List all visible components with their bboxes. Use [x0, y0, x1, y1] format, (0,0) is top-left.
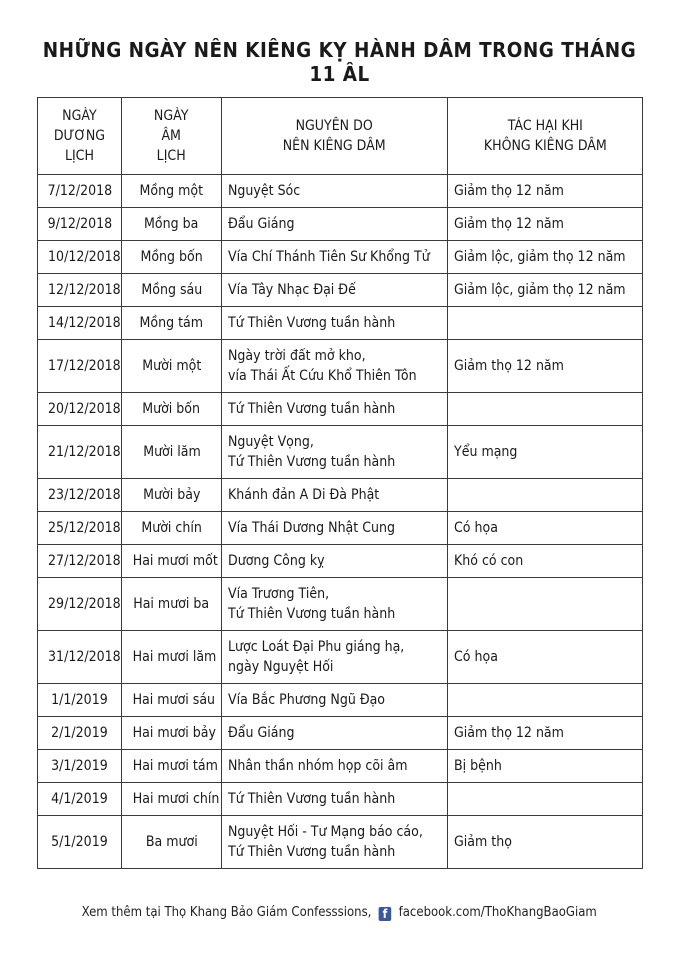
reason-cell: Nhân thần nhóm họp cõi âm [222, 750, 448, 783]
lunar-date-cell: Hai mươi tám [122, 750, 222, 783]
harm-cell [448, 783, 643, 816]
reason-cell: Đẩu Giáng [222, 208, 448, 241]
header-reason: NGUYÊN DO NÊN KIÊNG DÂM [222, 98, 448, 175]
lunar-date-cell: Mồng ba [122, 208, 222, 241]
harm-cell: Giảm thọ 12 năm [448, 208, 643, 241]
solar-date-cell: 9/12/2018 [38, 208, 122, 241]
reason-cell: Tứ Thiên Vương tuần hành [222, 393, 448, 426]
harm-cell: Giảm thọ [448, 816, 643, 869]
lunar-date-cell: Hai mươi mốt [122, 545, 222, 578]
reason-cell: Nguyệt Vọng, Tứ Thiên Vương tuần hành [222, 426, 448, 479]
solar-date-cell: 1/1/2019 [38, 684, 122, 717]
harm-cell: Có họa [448, 631, 643, 684]
lunar-date-cell: Mười chín [122, 512, 222, 545]
lunar-date-cell: Ba mươi [122, 816, 222, 869]
lunar-date-cell: Mười một [122, 340, 222, 393]
lunar-date-cell: Hai mươi lăm [122, 631, 222, 684]
harm-cell: Giảm thọ 12 năm [448, 340, 643, 393]
lunar-date-cell: Hai mươi ba [122, 578, 222, 631]
header-lunar-date: NGÀY ÂM LỊCH [122, 98, 222, 175]
solar-date-cell: 14/12/2018 [38, 307, 122, 340]
harm-cell: Có họa [448, 512, 643, 545]
lunar-date-cell: Mười bốn [122, 393, 222, 426]
lunar-date-cell: Mồng bốn [122, 241, 222, 274]
harm-cell: Giảm thọ 12 năm [448, 717, 643, 750]
solar-date-cell: 25/12/2018 [38, 512, 122, 545]
table-row [38, 578, 643, 631]
reason-cell: Vía Trương Tiên, Tứ Thiên Vương tuần hành [222, 578, 448, 631]
harm-cell [448, 393, 643, 426]
lunar-date-cell: Mồng tám [122, 307, 222, 340]
solar-date-cell: 2/1/2019 [38, 717, 122, 750]
reason-cell: Nguyệt Sóc [222, 175, 448, 208]
reason-cell: Dương Công kỵ [222, 545, 448, 578]
harm-cell [448, 578, 643, 631]
harm-cell: Giảm lộc, giảm thọ 12 năm [448, 274, 643, 307]
harm-cell [448, 479, 643, 512]
header-harm: TÁC HẠI KHI KHÔNG KIÊNG DÂM [448, 98, 643, 175]
lunar-date-cell: Hai mươi bảy [122, 717, 222, 750]
harm-cell: Yểu mạng [448, 426, 643, 479]
table-row [38, 393, 643, 426]
reason-cell: Lược Loát Đại Phu giáng hạ, ngày Nguyệt Hối [222, 631, 448, 684]
solar-date-cell: 27/12/2018 [38, 545, 122, 578]
reason-cell: Vía Bắc Phương Ngũ Đạo [222, 684, 448, 717]
reason-cell: Tứ Thiên Vương tuần hành [222, 307, 448, 340]
lunar-date-cell: Hai mươi chín [122, 783, 222, 816]
reason-cell: Vía Chí Thánh Tiên Sư Khổng Tử [222, 241, 448, 274]
harm-cell: Khó có con [448, 545, 643, 578]
table-row [38, 631, 643, 684]
table-row [38, 545, 643, 578]
lunar-date-cell: Mười lăm [122, 426, 222, 479]
solar-date-cell: 5/1/2019 [38, 816, 122, 869]
reason-cell: Tứ Thiên Vương tuần hành [222, 783, 448, 816]
table-row [38, 241, 643, 274]
lunar-date-cell: Mồng sáu [122, 274, 222, 307]
reason-cell: Khánh đản A Di Đà Phật [222, 479, 448, 512]
harm-cell: Giảm thọ 12 năm [448, 175, 643, 208]
solar-date-cell: 3/1/2019 [38, 750, 122, 783]
reason-cell: Vía Tây Nhạc Đại Đế [222, 274, 448, 307]
reason-cell: Ngày trời đất mở kho, vía Thái Ất Cứu Khổ Thiên Tôn [222, 340, 448, 393]
table-row [38, 816, 643, 869]
harm-cell: Giảm lộc, giảm thọ 12 năm [448, 241, 643, 274]
reason-cell: Nguyệt Hối - Tư Mạng báo cáo, Tứ Thiên Vương tuần hành [222, 816, 448, 869]
table-row [38, 340, 643, 393]
table-row [38, 783, 643, 816]
header-row [38, 98, 643, 175]
harm-cell [448, 684, 643, 717]
table-row [38, 307, 643, 340]
table-row [38, 426, 643, 479]
solar-date-cell: 7/12/2018 [38, 175, 122, 208]
solar-date-cell: 12/12/2018 [38, 274, 122, 307]
header-solar-date: NGÀY DƯƠNG LỊCH [38, 98, 122, 175]
table-row [38, 512, 643, 545]
solar-date-cell: 21/12/2018 [38, 426, 122, 479]
footer-text: Xem thêm tại Thọ Khang Bảo Giám Confesssions, [81, 905, 372, 920]
page-title: NHỮNG NGÀY NÊN KIÊNG KỴ HÀNH DÂM TRONG THÁNG 11 ÂL [42, 38, 637, 86]
lunar-date-cell: Hai mươi sáu [122, 684, 222, 717]
reason-cell: Vía Thái Dương Nhật Cung [222, 512, 448, 545]
footer [0, 905, 679, 921]
reason-cell: Đẩu Giáng [222, 717, 448, 750]
table-row [38, 274, 643, 307]
table-row [38, 717, 643, 750]
lunar-date-cell: Mười bảy [122, 479, 222, 512]
harm-cell: Bị bệnh [448, 750, 643, 783]
lunar-date-cell: Mồng một [122, 175, 222, 208]
facebook-icon: f [379, 907, 392, 921]
harm-cell [448, 307, 643, 340]
table-body [38, 175, 643, 869]
solar-date-cell: 29/12/2018 [38, 578, 122, 631]
table-row [38, 208, 643, 241]
solar-date-cell: 20/12/2018 [38, 393, 122, 426]
table-row [38, 175, 643, 208]
solar-date-cell: 4/1/2019 [38, 783, 122, 816]
solar-date-cell: 23/12/2018 [38, 479, 122, 512]
footer-link[interactable]: facebook.com/ThoKhangBaoGiam [398, 905, 598, 920]
table-row [38, 684, 643, 717]
table-row [38, 479, 643, 512]
solar-date-cell: 10/12/2018 [38, 241, 122, 274]
solar-date-cell: 17/12/2018 [38, 340, 122, 393]
schedule-table [37, 97, 643, 869]
solar-date-cell: 31/12/2018 [38, 631, 122, 684]
table-row [38, 750, 643, 783]
